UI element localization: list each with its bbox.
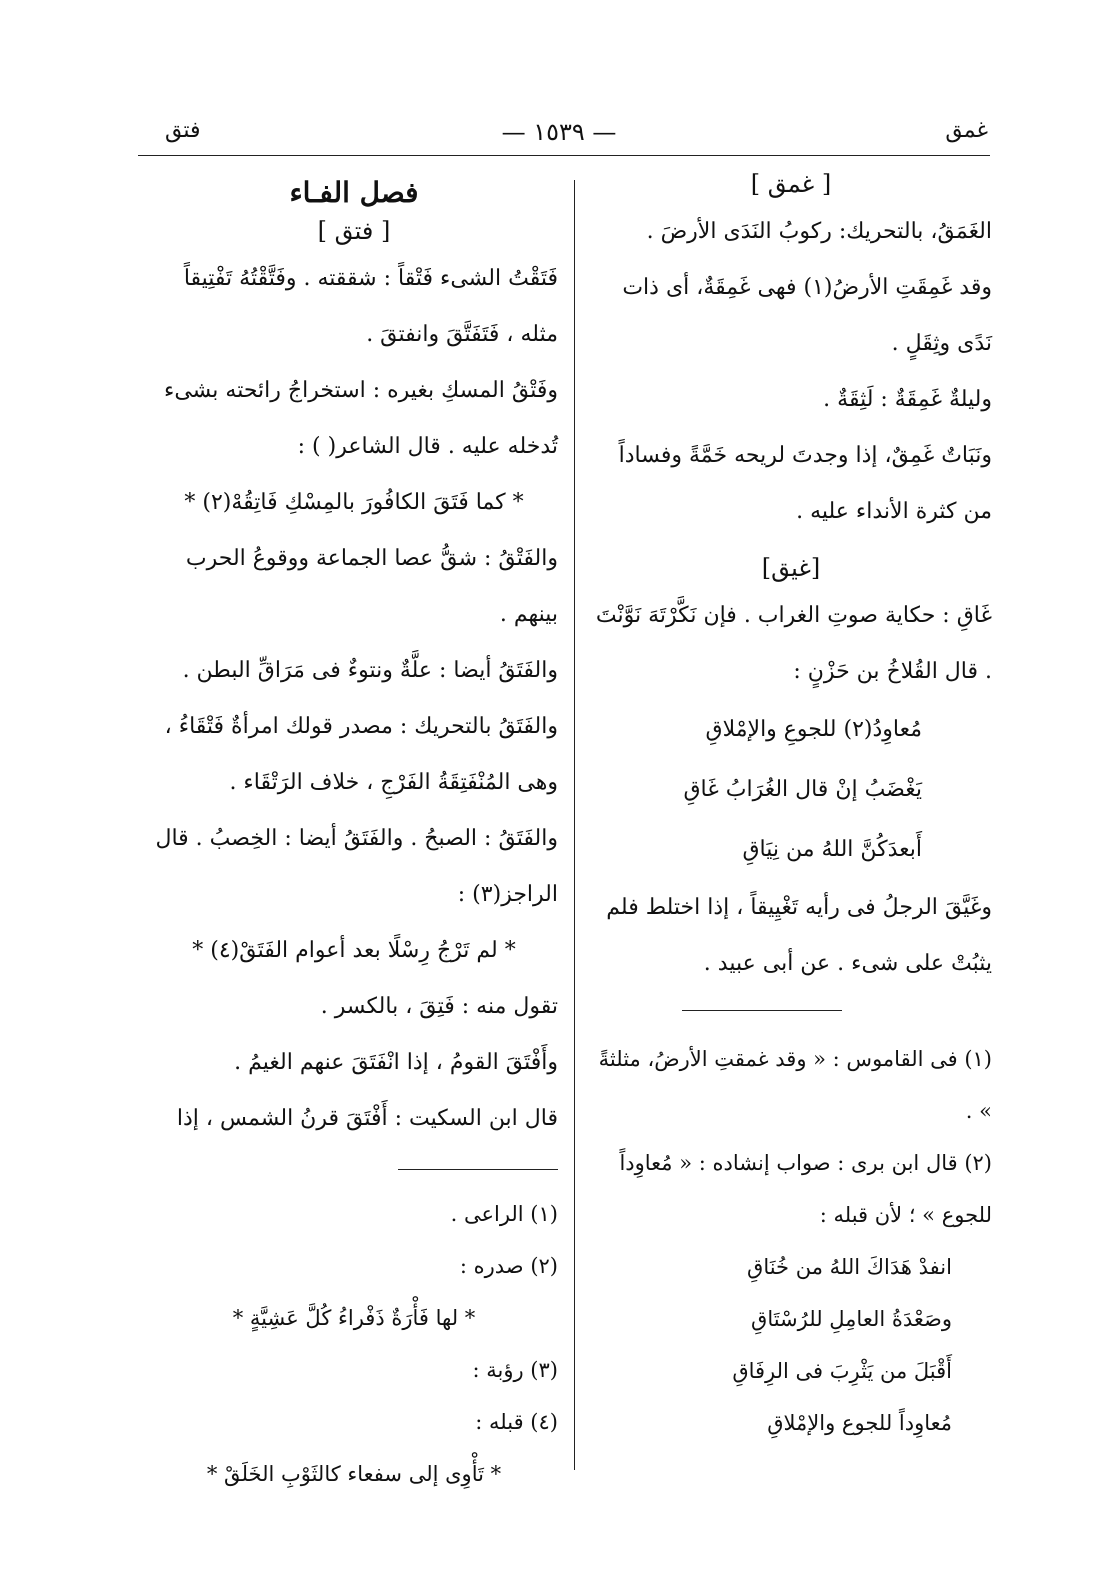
- entry-paragraph: وغَيَّقَ الرجلُ فى رأيه تَغْيِيقاً ، إذا اختلط فلم يثبُتْ على شىء . عن أبى عبيد .: [606, 895, 992, 976]
- footnote: (٢) قال ابن برى : صواب إنشاده : « مُعاوِداً للجوع » ؛ لأن قبله :: [619, 1151, 992, 1227]
- left-column: [150, 170, 558, 1500]
- footnote-verse: مُعاوِداً للجوع والإمْلاقِ: [767, 1411, 952, 1435]
- footnote-verse: وصَعْدَةُ العامِلِ للرُسْتَاقِ: [751, 1307, 952, 1331]
- entry-heading-fataq: [ فتق ]: [317, 217, 391, 245]
- header-rule: [138, 155, 990, 156]
- verse-line: يَغْضَبُ إنْ قال الغُرَابُ غَاقِ: [683, 777, 922, 802]
- entry-paragraph: الغَمَقُ، بالتحريك: ركوبُ النَدَى الأرضَ .: [646, 219, 992, 244]
- footnote: (٣) رؤبة :: [472, 1358, 558, 1382]
- footnote-verse: * تَأْوِى إلى سفعاء كالثَوْبِ الخَلَقْ *: [206, 1462, 502, 1486]
- entry-paragraph: والفَتَقُ أيضا : علَّةٌ ونتوءٌ فى مَرَاقِّ البطن .: [182, 658, 558, 683]
- running-head-left: فتق: [165, 118, 201, 143]
- entry-paragraph: قال ابن السكيت : أَفْتَقَ قرنُ الشمس ، إذا: [176, 1106, 558, 1131]
- right-column: [590, 170, 992, 1449]
- page-number: — ١٥٣٩ —: [501, 118, 617, 146]
- entry-paragraph: غَاقِ : حكاية صوتِ الغراب . فإن نَكَّرْتَهَ نَوَّنْتَ . قال القُلاخُ بن حَزْنٍ :: [595, 603, 992, 684]
- entry-paragraph: والفَتَقُ بالتحريك : مصدر قولك امرأةٌ فَتْقَاءُ ، وهى المُنْفَتِقَةُ الفَرْجِ ، خلاف الرَتْقَاء .: [164, 714, 558, 795]
- verse-line: * لم تَرْجُ رِسْلًا بعد أعوام الفَتَقْ(٤) *: [192, 938, 516, 963]
- column-divider: [574, 180, 575, 1470]
- entry-paragraph: والفَتَقُ : الصبحُ . والفَتَقُ أيضا : الخِصبُ . قال الراجز(٣) :: [155, 826, 558, 907]
- verse-line: * كما فَتَقَ الكافُورَ بالمِسْكِ فَاتِقُهْ(٢) *: [184, 490, 524, 515]
- footnote-verse: انفدْ هَدَاكَ اللهُ من خُنَاقِ: [747, 1255, 952, 1279]
- entry-paragraph: وفَتْقُ المسكِ بغيره : استخراجُ رائحته بشىء تُدخله عليه . قال الشاعر( ) :: [163, 378, 558, 459]
- footnote: (١) الراعى .: [450, 1202, 558, 1226]
- entry-paragraph: ونَبَاتٌ غَمِقٌ، إذا وجدتَ لريحه خَمَّةً وفساداً من كثرة الأنداء عليه .: [618, 443, 992, 524]
- entry-paragraph: وليلةٌ غَمِقَةٌ : لَثِقَةٌ .: [823, 387, 992, 412]
- footnote-verse: * لها فَأْرَةٌ ذَفْراءُ كُلَّ عَشِيَّةٍ *: [232, 1306, 476, 1330]
- entry-paragraph: وقد غَمِقَتِ الأرضُ(١) فهى غَمِقَةٌ، أى ذات نَدًى وثِقَلٍ .: [622, 275, 992, 356]
- entry-heading-ghamaq: [ غمق ]: [750, 170, 832, 198]
- running-head-right: غمق: [945, 118, 988, 143]
- footnote-verse: أَقْبَلَ من يَثْرِبَ فى الرِفَاقِ: [732, 1359, 952, 1383]
- entry-paragraph: فَتَقْتُ الشىء فَتْقاً : شققته . وفَتَّقْتُهُ تَفْتِيقاً مثله ، فَتَفَتَّقَ وانفتقَ .: [183, 266, 558, 347]
- verse-line: أَبعدَكُنَّ اللهُ من نِيَاقِ: [742, 837, 922, 862]
- section-title: فصل الفـاء: [289, 176, 419, 209]
- footnote: (٤) قبله :: [475, 1410, 558, 1434]
- footnote: (٢) صدره :: [459, 1254, 558, 1278]
- entry-paragraph: والفَتْقُ : شقُّ عصا الجماعة ووقوعُ الحرب بينهم .: [185, 546, 558, 627]
- footnote: (١) فى القاموس : « وقد غمقتِ الأرضُ، مثلثةً » .: [598, 1047, 992, 1123]
- footnote-rule: [682, 1010, 842, 1011]
- entry-heading-ghayq: [غيق]: [761, 554, 821, 582]
- entry-paragraph: وأَفْتَقَ القومُ ، إذا انْفَتَقَ عنهم الغيمُ .: [234, 1050, 558, 1075]
- verse-line: مُعاوِدُ(٢) للجوعِ والإمْلاقِ: [705, 717, 922, 742]
- footnote-rule: [398, 1169, 558, 1170]
- entry-paragraph: تقول منه : فَتِقَ ، بالكسر .: [320, 994, 558, 1019]
